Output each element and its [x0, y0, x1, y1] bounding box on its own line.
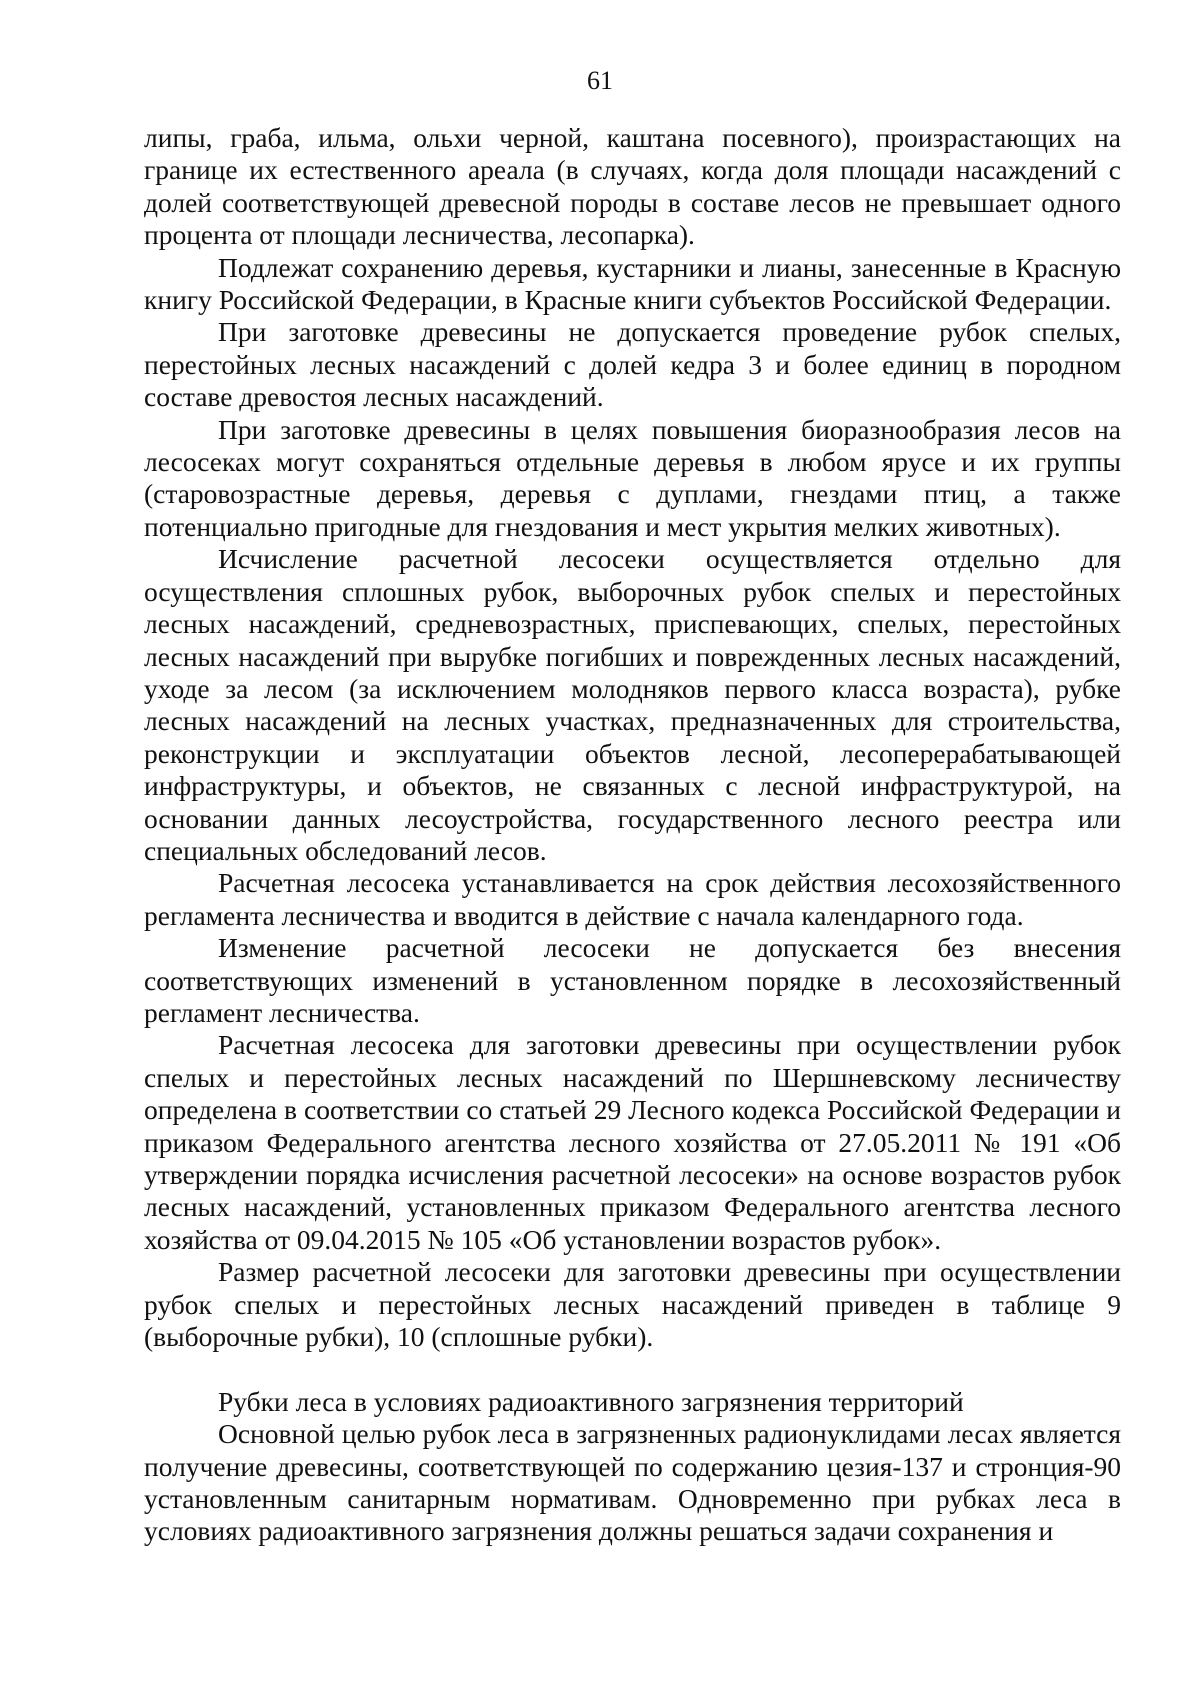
paragraph-biodiversity: При заготовке древесины в целях повышения биоразнообразия лесов на лесосеках могут сохраняться отдельные деревья в любом ярусе и их группы (старовозрастные деревья, деревья с дуплами, гнездами птиц, а также потенциально пригодные для гнездования и мест укрытия мелких животных). [144, 413, 1121, 542]
paragraph-red-book: Подлежат сохранению деревья, кустарники и лианы, занесенные в Красную книгу Российской Федерации, в Красные книги субъектов Российской Федерации. [144, 251, 1121, 316]
paragraph-determination: Расчетная лесосека для заготовки древесины при осуществлении рубок спелых и перестойных лесных насаждений по Шершневскому лесничеству определена в соответствии со статьей 29 Лесного кодекса Российской Федерации и приказом Федерального агентства лесного хозяйства от 27.05.2011 № 191 «Об утверждении порядка исчисления расчетной лесосеки» на основе возрастов рубок лесных насаждений, установленных приказом Федерального агентства лесного хозяйства от 09.04.2015 № 105 «Об установлении возрастов рубок». [144, 1029, 1121, 1255]
page-number: 61 [587, 66, 613, 95]
document-body [144, 122, 1121, 1548]
paragraph-calculation: Исчисление расчетной лесосеки осуществляется отдельно для осуществления сплошных рубок, выборочных рубок спелых и перестойных лесных насаждений, средневозрастных, приспевающих, спелых, перестойных лесных насаждений при вырубке погибших и поврежденных лесных насаждений, уходе за лесом (за исключением молодняков первого класса возраста), рубке лесных насаждений на лесных участках, предназначенных для строительства, реконструкции и эксплуатации объектов лесной, лесоперерабатывающей инфраструктуры, и объектов, не связанных с лесной инфраструктурой, на основании данных лесоустройства, государственного лесного реестра или специальных обследований лесов. [144, 543, 1121, 866]
paragraph-continuation: липы, граба, ильма, ольхи черной, каштана посевного), произрастающих на границе их естественного ареала (в случаях, когда доля площади насаждений с долей соответствующей древесной породы в составе лесов не превышает одного процента от площади лесничества, лесопарка). [144, 122, 1121, 251]
paragraph-radioactive: Основной целью рубок леса в загрязненных радионуклидами лесах является получение древесины, соответствующей по содержанию цезия-137 и стронция-90 установленным санитарным нормативам. Одновременно при рубках леса в условиях радиоактивного загрязнения должны решаться задачи сохранения и [144, 1418, 1121, 1547]
section-heading: Рубки леса в условиях радиоактивного загрязнения территорий [218, 1385, 964, 1417]
paragraph-change: Изменение расчетной лесосеки не допускается без внесения соответствующих изменений в установленном порядке в лесохозяйственный регламент лесничества. [144, 932, 1121, 1028]
paragraph-term: Расчетная лесосека устанавливается на срок действия лесохозяйственного регламента лесничества и вводится в действие с начала календарного года. [144, 867, 1121, 931]
paragraph-size: Размер расчетной лесосеки для заготовки древесины при осуществлении рубок спелых и перестойных лесных насаждений приведен в таблице 9 (выборочные рубки), 10 (сплошные рубки). [144, 1256, 1121, 1353]
paragraph-cedar: При заготовке древесины не допускается проведение рубок спелых, перестойных лесных насаждений с долей кедра 3 и более единиц в породном составе древостоя лесных насаждений. [144, 316, 1121, 413]
